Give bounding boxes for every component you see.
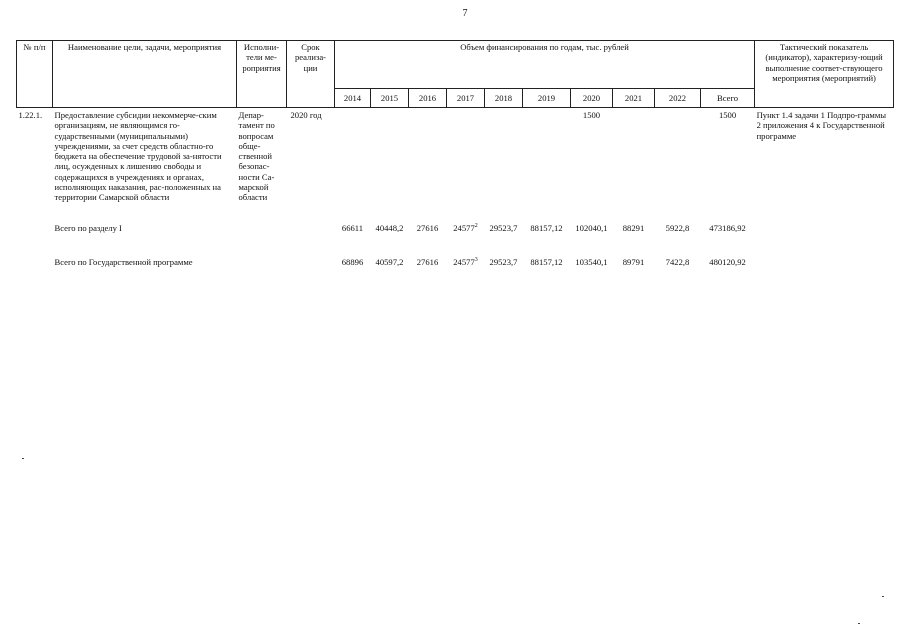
row-term: 2020 год	[290, 110, 322, 120]
scan-speck	[22, 458, 24, 459]
total-row-section	[17, 221, 894, 235]
total-row-program	[17, 255, 894, 269]
total-value: 103540,1	[575, 256, 608, 267]
total-value: 27616	[416, 222, 439, 233]
row-value	[655, 108, 701, 205]
total-value: 27616	[416, 256, 439, 267]
row-num: 1.22.1.	[18, 110, 43, 120]
total-value: 88157,12	[530, 256, 563, 267]
row-value-total: 1500	[718, 110, 737, 120]
header-executors: Исполни-тели ме-роприятия	[237, 41, 287, 108]
header-year: 2020	[571, 89, 613, 108]
header-num: № п/п	[17, 41, 53, 108]
total-value: 68896	[341, 256, 364, 267]
total-value: 89791	[622, 256, 645, 267]
total-value-2017	[447, 255, 485, 269]
total-value: 473186,92	[709, 222, 746, 233]
row-value	[447, 108, 485, 205]
page-number: 7	[462, 8, 468, 19]
row-value: 1500	[582, 110, 601, 120]
total-value: 88157,12	[530, 222, 563, 233]
footnote-mark: 3	[474, 257, 478, 264]
row-executor: Депар-тамент по вопросам обще-ственной безопас-ности Са-марской области	[238, 110, 275, 203]
total-value: 29523,7	[489, 256, 518, 267]
header-financing: Объем финансирования по годам, тыс. рублей	[335, 41, 755, 89]
financing-table	[16, 40, 894, 269]
total-value: 40597,2	[375, 256, 404, 267]
row-name: Предоставление субсидии некоммерче-ским организациям, не являющимся го-сударственными (муниципальными) учреждениями, за счет средств областно-го бюджета на обеспечение трудовой за-нятости лиц, осужденных к лишению свободы и содержащихся в учреждениях и органах, исполняющих наказания, рас-положенных на территории Самарской области	[54, 110, 222, 203]
header-indicator: Тактический показатель (индикатор), характеризу-ющий выполнение соответ-ствующего мероприятия (мероприятий)	[755, 41, 894, 108]
total-value: 7422,8	[665, 256, 690, 267]
table-row	[17, 108, 894, 205]
total-value: 88291	[622, 222, 645, 233]
footnote-mark: 2	[474, 222, 478, 229]
header-year: 2018	[485, 89, 523, 108]
header-year: 2022	[655, 89, 701, 108]
total-value: 40448,2	[375, 222, 404, 233]
total-value: 66611	[341, 222, 364, 233]
total-label: Всего по Государственной программе	[54, 256, 193, 267]
header-year: 2017	[447, 89, 485, 108]
header-name: Наименование цели, задачи, мероприятия	[53, 41, 237, 108]
row-value	[371, 108, 409, 205]
header-year: 2015	[371, 89, 409, 108]
row-value	[523, 108, 571, 205]
header-year: 2016	[409, 89, 447, 108]
scan-speck	[858, 623, 860, 624]
row-value	[613, 108, 655, 205]
total-label: Всего по разделу I	[54, 222, 122, 233]
total-value: 5922,8	[665, 222, 690, 233]
total-value: 24577	[453, 222, 475, 233]
total-value: 29523,7	[489, 222, 518, 233]
row-value	[335, 108, 371, 205]
row-value	[485, 108, 523, 205]
scan-speck	[882, 596, 884, 597]
header-year: 2014	[335, 89, 371, 108]
row-value	[409, 108, 447, 205]
row-indicator: Пункт 1.4 задачи 1 Подпро-граммы 2 приложения 4 к Государственной программе	[756, 110, 887, 141]
header-term: Срок реализа-ции	[287, 41, 335, 108]
header-year: 2021	[613, 89, 655, 108]
header-year: 2019	[523, 89, 571, 108]
header-year-total: Всего	[701, 89, 755, 108]
total-value: 480120,92	[709, 256, 746, 267]
total-value: 24577	[453, 256, 475, 267]
total-value-2017	[447, 221, 485, 235]
total-value: 102040,1	[575, 222, 608, 233]
